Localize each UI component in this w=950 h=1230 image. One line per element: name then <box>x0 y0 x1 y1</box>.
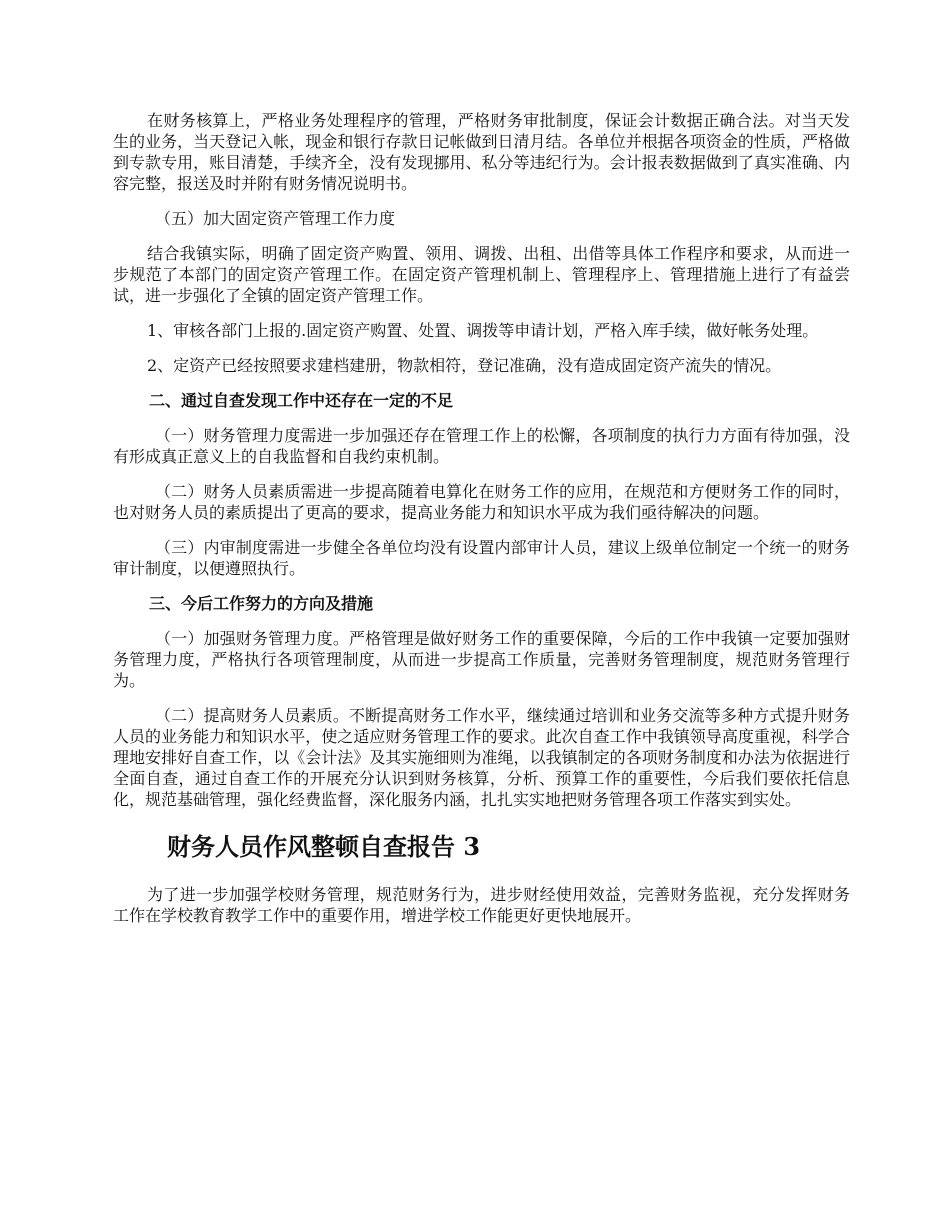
paragraph-shortcoming-3: （三）内审制度需进一步健全各单位均没有设置内部审计人员，建议上级单位制定一个统一的财务审计制度，以便遵照执行。 <box>113 538 850 578</box>
paragraph-shortcoming-1: （一）财务管理力度需进一步加强还存在管理工作上的松懈，各项制度的执行力方面有待加强，没有形成真正意义上的自我监督和自我约束机制。 <box>113 426 850 466</box>
paragraph-item-1: 1、审核各部门上报的.固定资产购置、处置、调拨等申请计划，严格入库手续，做好帐务处理。 <box>147 321 819 340</box>
paragraph-intro: 为了进一步加强学校财务管理，规范财务行为，进步财经使用效益，完善财务监视，充分发挥财务工作在学校教育教学工作中的重要作用，增进学校工作能更好更快地展开。 <box>113 885 850 925</box>
document-page <box>113 110 850 940</box>
paragraph-measure-1: （一）加强财务管理力度。严格管理是做好财务工作的重要保障，今后的工作中我镇一定要加强财务管理力度，严格执行各项管理制度，从而进一步提高工作质量，完善财务管理制度，规范财务管理行为。 <box>113 629 850 690</box>
section-heading-shortcomings: 二、通过自查发现工作中还存在一定的不足 <box>149 391 454 410</box>
paragraph-item-2: 2、定资产已经按照要求建档建册，物款相符，登记准确，没有造成固定资产流失的情况。 <box>147 356 782 375</box>
section-heading-measures: 三、今后工作努力的方向及措施 <box>149 594 374 613</box>
report-title: 财务人员作风整顿自查报告 3 <box>167 832 481 861</box>
subheading-fixed-assets: （五）加大固定资产管理工作力度 <box>155 209 396 228</box>
paragraph-measure-2: （二）提高财务人员素质。不断提高财务工作水平，继续通过培训和业务交流等多种方式提升财务人员的业务能力和知识水平，使之适应财务管理工作的要求。此次自查工作中我镇领导高度重视，科学合理地安排好自查工作，以《会计法》及其实施细则为准绳，以我镇制定的各项财务制度和办法为依据进行全面自查，通过自查工作的开展充分认识到财务核算，分析、预算工作的重要性，今后我们要依托信息化，规范基础管理，强化经费监督，深化服务内涵，扎扎实实地把财务管理各项工作落实到实处。 <box>113 706 850 809</box>
paragraph-shortcoming-2: （二）财务人员素质需进一步提高随着电算化在财务工作的应用，在规范和方便财务工作的同时，也对财务人员的素质提出了更高的要求，提高业务能力和知识水平成为我们亟待解决的问题。 <box>113 482 850 522</box>
paragraph-fixed-assets: 结合我镇实际，明确了固定资产购置、领用、调拨、出租、出借等具体工作程序和要求，从而进一步规范了本部门的固定资产管理工作。在固定资产管理机制上、管理程序上、管理措施上进行了有益尝试，进一步强化了全镇的固定资产管理工作。 <box>113 244 850 305</box>
paragraph-financial-accounting: 在财务核算上，严格业务处理程序的管理，严格财务审批制度，保证会计数据正确合法。对当天发生的业务，当天登记入帐，现金和银行存款日记帐做到日清月结。各单位并根据各项资金的性质，严格做到专款专用，账目清楚，手续齐全，没有发现挪用、私分等违纪行为。会计报表数据做到了真实准确、内容完整，报送及时并附有财务情况说明书。 <box>113 111 850 193</box>
